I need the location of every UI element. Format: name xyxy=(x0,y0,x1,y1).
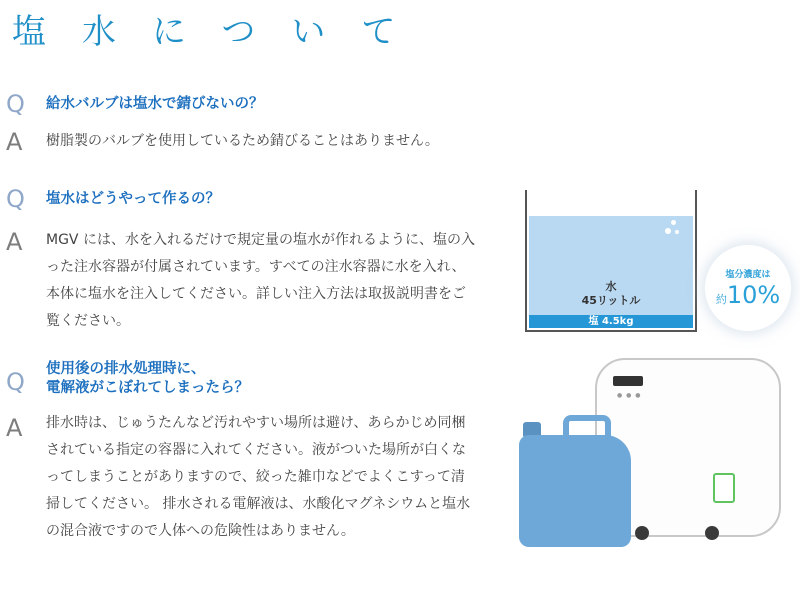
answer-1: 樹脂製のバルブを使用しているため錆びることはありません。 xyxy=(46,133,439,149)
concentration-value xyxy=(705,281,791,309)
water-tank xyxy=(525,190,697,332)
bubble-icon xyxy=(665,228,671,234)
wheel-icon xyxy=(705,526,719,540)
illustration-area xyxy=(505,180,800,600)
q-mark: Q xyxy=(6,368,25,396)
page-title: 塩水について xyxy=(12,12,432,52)
a-mark: A xyxy=(6,414,23,442)
concentration-number: 10% xyxy=(726,281,781,309)
answer-3: 排水時は、じゅうたんなど汚れやすい場所は避け、あらかじめ同梱されている指定の容器に入れてください。液がついた場所が白くなってしまうことがありますので、絞った雑巾などでよくこすって清掃してください。 排水される電解液は、水酸化マグネシウムと塩水の混合液ですので人体への危険性はありません。 xyxy=(46,415,471,539)
machine-display xyxy=(613,376,643,386)
question-2: 塩水はどうやって作るの？ xyxy=(46,191,220,207)
wheel-icon xyxy=(635,526,649,540)
water-label xyxy=(529,280,693,308)
water-fill xyxy=(529,216,693,328)
q-mark: Q xyxy=(6,185,25,213)
bubble-icon xyxy=(671,220,676,225)
power-outlet-icon xyxy=(713,473,735,503)
salt-label: 塩 4.5kg xyxy=(588,316,634,327)
concentration-prefix: 約 xyxy=(715,293,727,306)
a-mark: A xyxy=(6,228,23,256)
water-canister-icon xyxy=(519,435,631,547)
salt-layer xyxy=(529,315,693,328)
bubble-icon xyxy=(675,230,679,234)
question-3-line1: 使用後の排水処理時に、 xyxy=(46,361,206,377)
question-1: 給水バルブは塩水で錆びないの？ xyxy=(46,96,264,112)
water-name: 水 xyxy=(605,280,617,293)
indicator-dots: ● ● ● xyxy=(617,392,642,399)
answer-2: MGV には、水を入れるだけで規定量の塩水が作れるように、塩の入った注水容器が付属されています。すべての注水容器に水を入れ、本体に塩水を注入してください。詳しい注入方法は取扱説明書をご覧ください。 xyxy=(46,232,475,329)
question-3-line2: 電解液がこぼれてしまったら？ xyxy=(46,380,249,396)
concentration-badge xyxy=(705,245,791,331)
concentration-label: 塩分濃度は xyxy=(725,270,771,280)
water-amount: 45リットル xyxy=(581,294,641,307)
q-mark: Q xyxy=(6,90,25,118)
a-mark: A xyxy=(6,128,23,156)
